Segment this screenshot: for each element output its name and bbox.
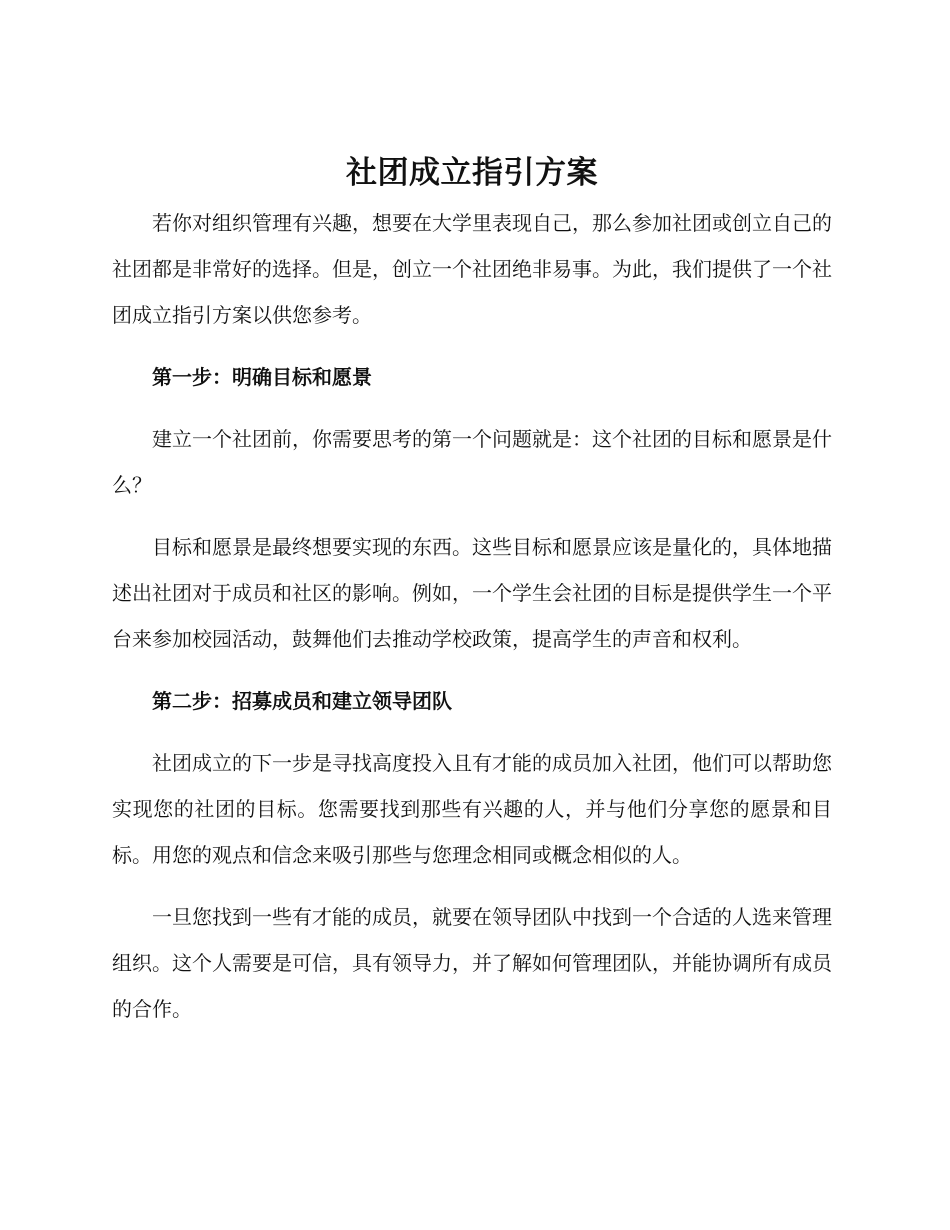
step1-paragraph-1: 建立一个社团前，你需要思考的第一个问题就是：这个社团的目标和愿景是什么？ [112, 427, 832, 497]
document-body [112, 148, 832, 1048]
step2-paragraph-2: 一旦您找到一些有才能的成员，就要在领导团队中找到一个合适的人选来管理组织。这个人需要是可信，具有领导力，并了解如何管理团队，并能协调所有成员的合作。 [112, 905, 832, 1021]
step2-section [112, 678, 832, 1032]
step2-paragraph-1: 社团成立的下一步是寻找高度投入且有才能的成员加入社团，他们可以帮助您实现您的社团的目标。您需要找到那些有兴趣的人，并与他们分享您的愿景和目标。用您的观点和信念来吸引那些与您理念相同或概念相似的人。 [112, 751, 832, 867]
document-title: 社团成立指引方案 [346, 155, 598, 191]
step1-heading: 第一步：明确目标和愿景 [152, 365, 372, 389]
step1-paragraph-2: 目标和愿景是最终想要实现的东西。这些目标和愿景应该是量化的，具体地描述出社团对于成员和社区的影响。例如，一个学生会社团的目标是提供学生一个平台来参加校园活动，鼓舞他们去推动学校政策，提高学生的声音和权利。 [112, 535, 832, 651]
step1-section [112, 354, 832, 662]
intro-paragraph: 若你对组织管理有兴趣，想要在大学里表现自己，那么参加社团或创立自己的社团都是非常好的选择。但是，创立一个社团绝非易事。为此，我们提供了一个社团成立指引方案以供您参考。 [112, 211, 832, 327]
step2-heading: 第二步：招募成员和建立领导团队 [152, 689, 452, 713]
